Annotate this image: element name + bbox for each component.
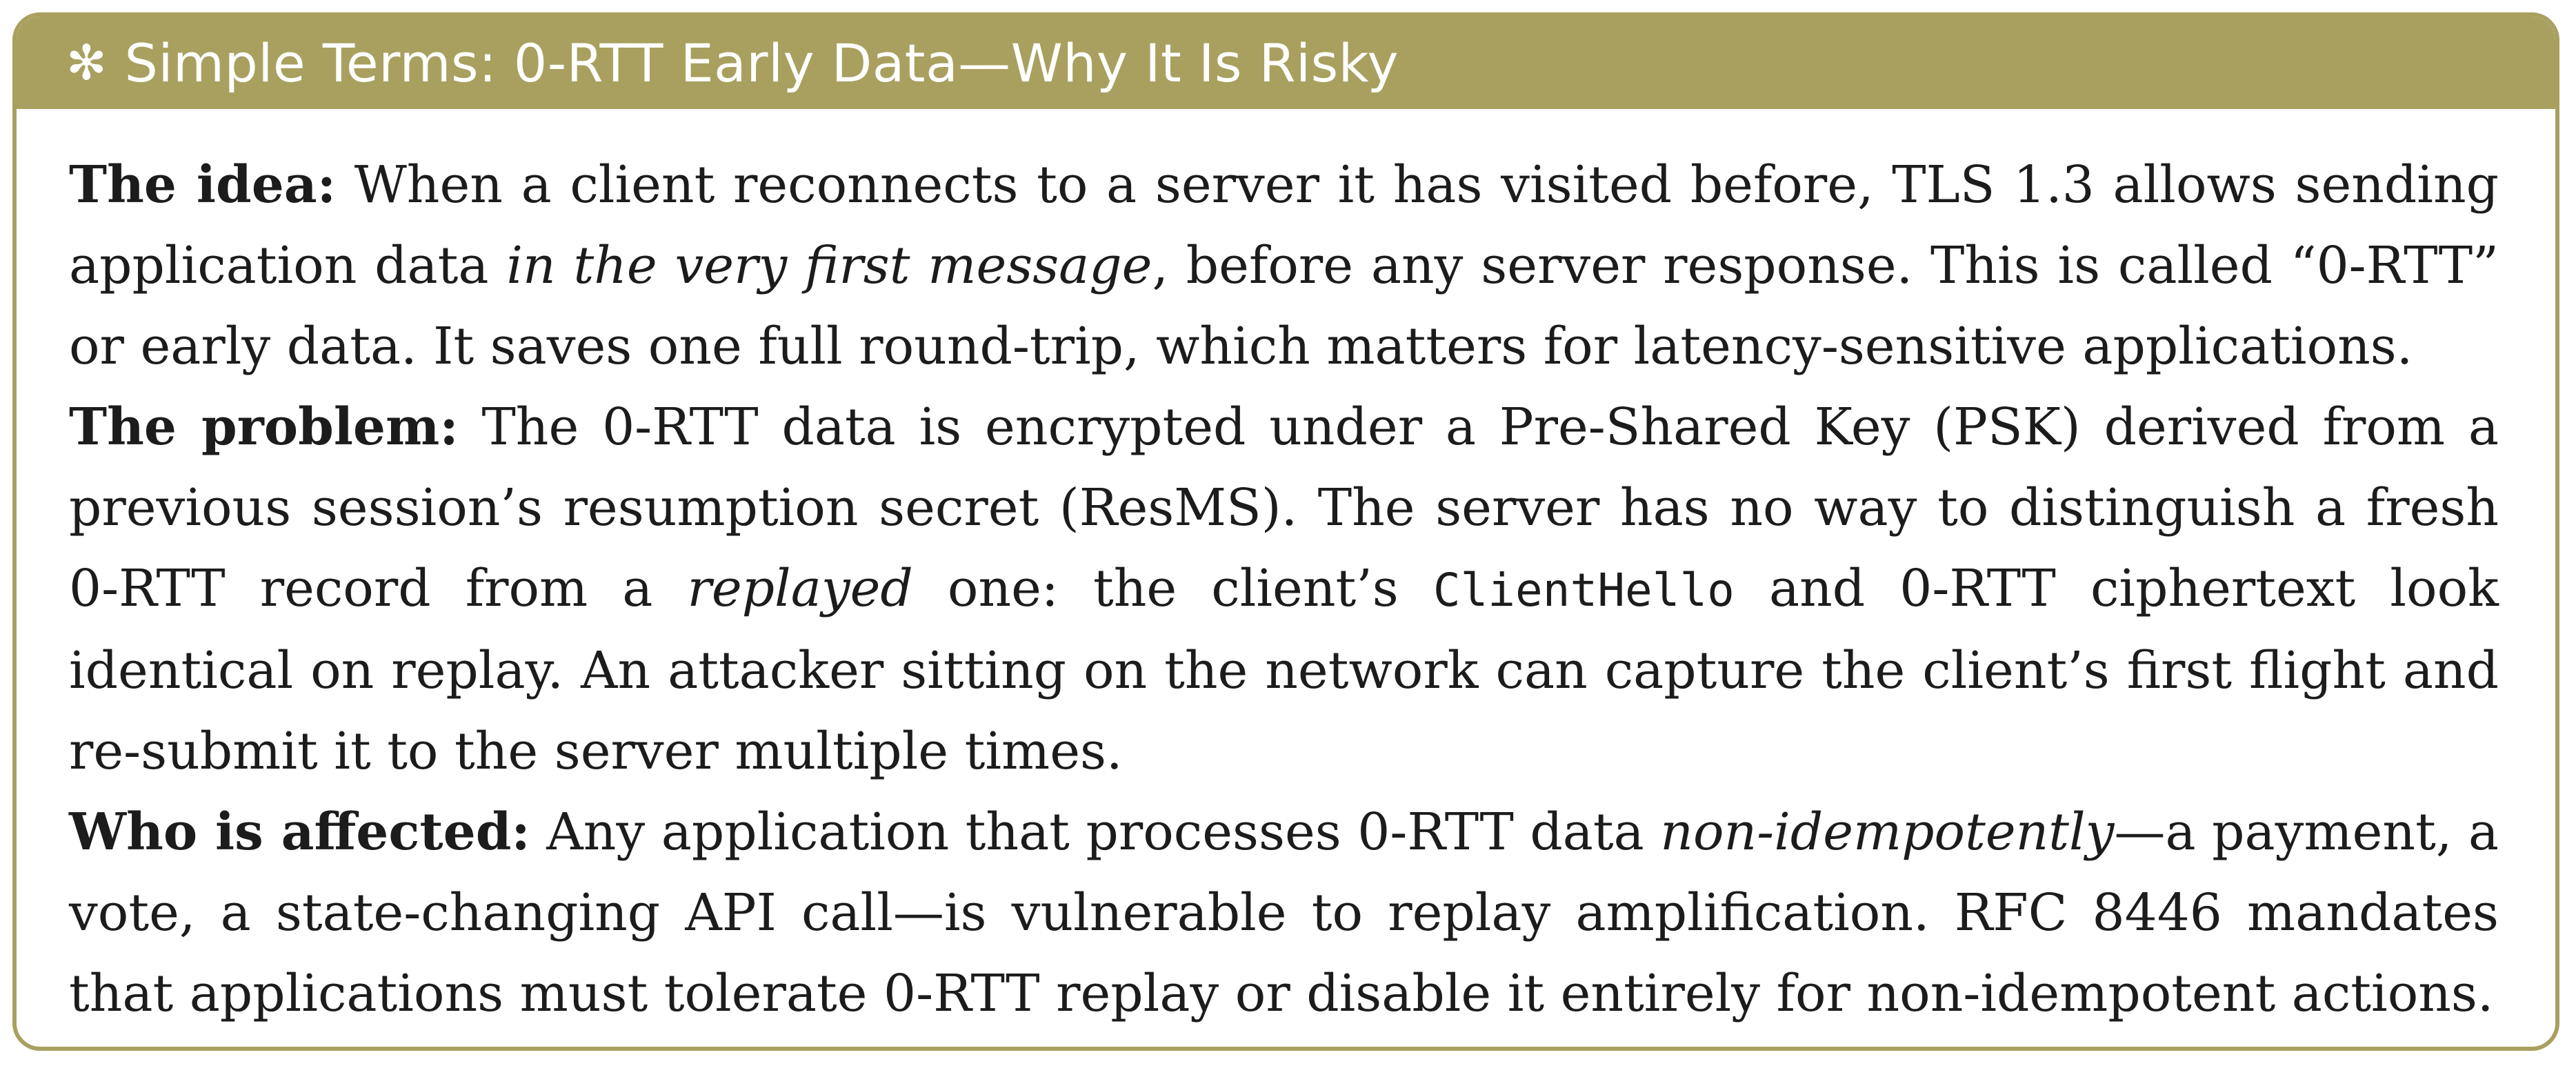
affected-emphasis: non-idempotently <box>1660 802 2115 862</box>
box-body <box>17 109 2555 1034</box>
problem-emphasis: replayed <box>687 559 913 618</box>
affected-text-2: —a payment, a vote, a state-changing API call—is vulnerable to replay amplification. RFC 8446 mandates that applications must tolerate 0-RTT replay or disable it entirely for non-idempotent actions. <box>69 802 2499 1023</box>
box-title: Simple Terms: 0-RTT Early Data—Why It Is Risky <box>124 32 1399 94</box>
simple-terms-box <box>12 12 2559 1051</box>
paragraph-problem <box>69 387 2499 792</box>
problem-label: The problem: <box>69 397 459 457</box>
idea-label: The idea: <box>69 155 337 215</box>
affected-label: Who is affected: <box>69 802 530 862</box>
problem-text-1: The 0-RTT data is encrypted under a Pre-Shared Key (PSK) derived from a previous session’s resumption secret (ResMS). The server has no way to distinguish a fresh 0-RTT record from a <box>69 397 2499 618</box>
client-hello-code: ClientHello <box>1432 564 1735 617</box>
box-header <box>17 17 2555 109</box>
idea-emphasis: in the very first message <box>506 236 1152 295</box>
idea-text-2: , before any server response. This is called “0-RTT” or early data. It saves one full round-trip, which matters for latency-sensitive applications. <box>69 236 2499 376</box>
paragraph-idea <box>69 145 2499 387</box>
paragraph-affected <box>69 792 2499 1034</box>
problem-text-2: one: the client’s <box>912 559 1433 618</box>
asterisk-icon: ✻ <box>66 34 107 91</box>
problem-text-3: and 0-RTT ciphertext look identical on replay. An attacker sitting on the network can capture the client’s first flight and re-submit it to the server multiple times. <box>69 559 2499 781</box>
affected-text-1: Any application that processes 0-RTT data <box>530 802 1661 862</box>
idea-text-1: When a client reconnects to a server it has visited before, TLS 1.3 allows sending application data <box>69 155 2499 295</box>
